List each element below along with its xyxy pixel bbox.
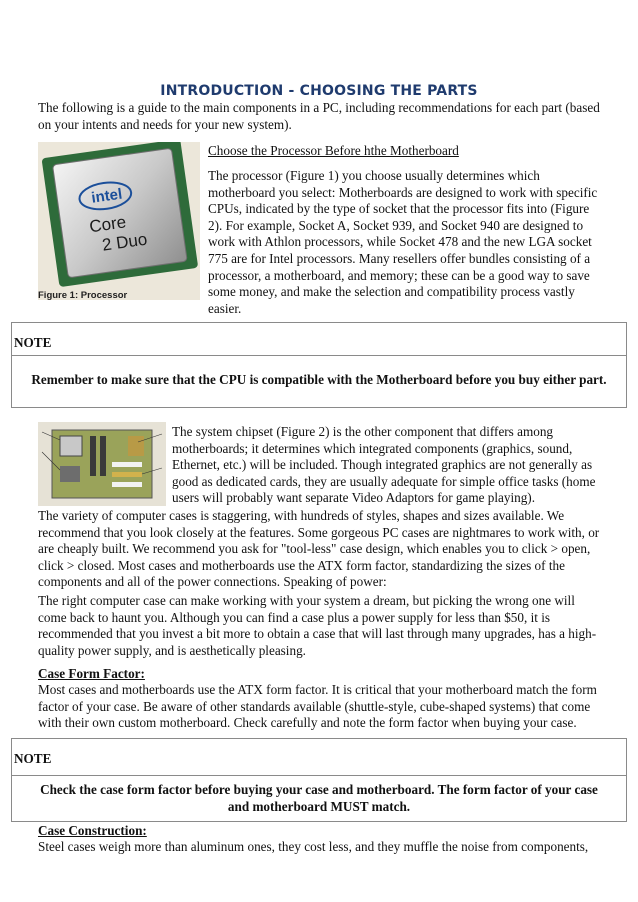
note-box-form-factor xyxy=(11,738,627,822)
note-label: NOTE xyxy=(12,323,626,356)
processor-subheading: Choose the Processor Before hthe Motherboard xyxy=(208,143,459,158)
construction-body: Steel cases weigh more than aluminum ones, they cost less, and they muffle the noise from components, xyxy=(38,839,589,854)
case-paragraph-1: The variety of computer cases is staggering, with hundreds of styles, shapes and sizes available. We recommend that you look closely at the features. Some gorgeous PC cases are nightmares to work with, or are cheaply built. We recommend you ask for "tool-less" case design, which enables you to click > open, click > closed. Most cases and motherboards use the ATX form factor, standardizing the sizes of the components and all of the power connections. Speaking of power: xyxy=(38,508,600,590)
motherboard-image xyxy=(38,422,166,506)
intro-paragraph: The following is a guide to the main components in a PC, including recommendations for each part (based on your intents and needs for your new system). xyxy=(38,100,600,132)
form-factor-body: Most cases and motherboards use the ATX form factor. It is critical that your motherboard match the form factor of your case. Be aware of other standards available (shuttle-style, cube-shaped systems) that come with their own custom motherboard. Check carefully and note the form factor when buying your case. xyxy=(38,682,597,731)
chip-brand-text: intel xyxy=(90,185,124,207)
processor-body: The processor (Figure 1) you choose usually determines which motherboard you select: Motherboards are designed to work with specific CPUs, indicated by the type of socket that the processor fits into (Figure 2). For example, Socket A, Socket 939, and Socket 940 are designed to work with Athlon processors, while Socket 478 and the new LGA socket 775 are for Intel processors. Many resellers offer bundles consisting of a processor, a motherboard, and memory; these can be a good way to save some money, and make the selection and compatibility process vastly easier. xyxy=(208,168,598,316)
note-text: Check the case form factor before buying your case and motherboard. The form factor of your case and motherboard MUST match. xyxy=(40,782,598,814)
case-paragraph-2: The right computer case can make working with your system a dream, but picking the wrong one will come back to haunt you. Although you can find a case plus a power supply for less than $50, it is recommended that you invest a bit more to obtain a case that will last through many upgrades, has a high-quality power supply, and is aesthetically pleasing. xyxy=(38,593,597,658)
chipset-body: The system chipset (Figure 2) is the other component that differs among motherboards; it determines which integrated components (graphics, sound, Ethernet, etc.) will be included. Though integrated graphics are not generally as good as dedicated cards, they are usually adequate for simple office tasks (home users will probably want separate Video Adaptors for game playing). xyxy=(172,424,596,506)
processor-caption: Figure 1: Processor xyxy=(38,290,128,301)
chip-model-text-2: 2 Duo xyxy=(100,229,149,255)
note-text: Remember to make sure that the CPU is compatible with the Motherboard before you buy either part. xyxy=(31,372,607,387)
processor-image xyxy=(38,142,200,300)
page-title: INTRODUCTION - CHOOSING THE PARTS xyxy=(160,83,478,99)
construction-heading: Case Construction: xyxy=(38,823,147,838)
note-label: NOTE xyxy=(12,739,626,776)
note-box-cpu xyxy=(11,322,627,408)
form-factor-heading: Case Form Factor: xyxy=(38,666,145,681)
chip-model-text-1: Core xyxy=(88,212,128,237)
